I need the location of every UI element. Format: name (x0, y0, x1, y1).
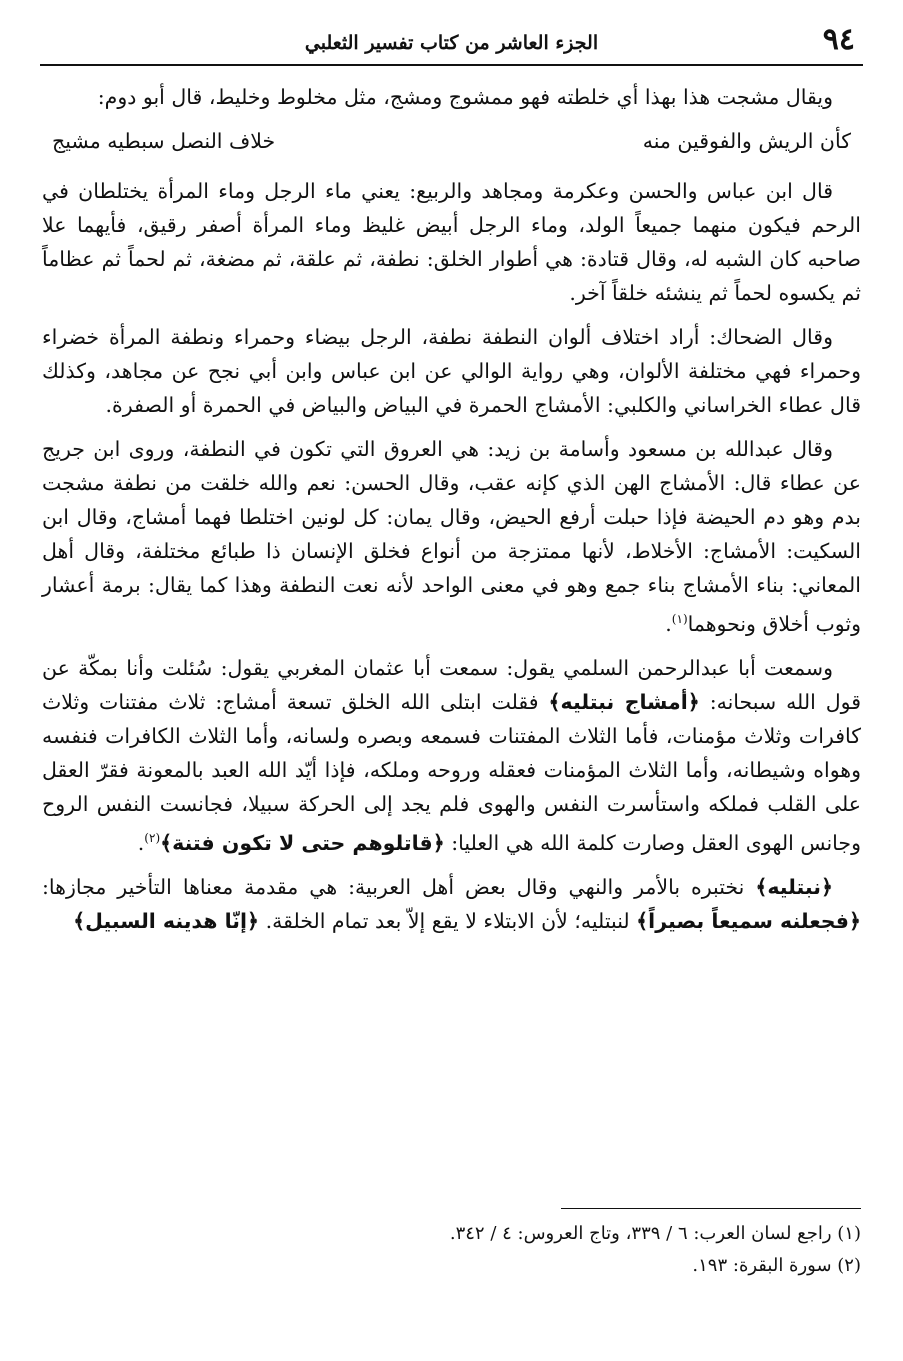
paragraph-5-end: . (137, 830, 145, 855)
header-rule (40, 64, 863, 66)
paragraph-6-text-a: نختبره بالأمر والنهي وقال بعض أهل العربية: هي مقدمة معناها التأخير مجازها: (42, 874, 756, 899)
paragraph-1: ويقال مشجت هذا بهذا أي خلطته فهو ممشوج ومشج، مثل مخلوط وخليط، قال أبو دوم: (97, 85, 833, 109)
page-header (40, 22, 863, 62)
paragraph-3: وقال الضحاك: أراد اختلاف ألوان النطفة نطفة، الرجل بيضاء وحمراء ونطفة المرأة خضراء وحمراء فهي مختلفة الألوان، وهي رواية الوالي عن ابن عباس وابن أبي نجح عن مجاهد، وكذلك قال عطاء الخراساني والكلبي: الأمشاج الحمرة في البياض والبياض في الحمرة أو الصفرة. (42, 325, 861, 417)
running-title: الجزء العاشر من كتاب تفسير الثعلبي (304, 32, 599, 54)
footnote-ref-2: (٢) (144, 830, 161, 845)
quran-quote: ﴿إنّا هدينه السبيل﴾ (73, 908, 260, 933)
footnote-rule (561, 1208, 861, 1209)
paragraph-6-text-b: لنبتليه؛ لأن الابتلاء لا يقع إلاّ بعد تمام الخلقة. (259, 908, 637, 933)
quran-quote: ﴿فجعلنه سميعاً بصيراً﴾ (636, 908, 861, 933)
paragraph-5-text-b: فقلت ابتلى الله الخلق تسعة أمشاج: ثلاث مفتنات وثلاث كافرات وثلاث مؤمنات، فأما الثلاث المفتنات فسمعه وبصره ولسانه، وأما الثلاث الكافرات فنفسه وهواه وشيطانه، وأما الثلاث المؤمنات فعقله وروحه وملكه، فإذا أيّد الله العبد بالمعونة فقرّ العقل على القلب فملكه واستأسرت النفس والهوى فلم يجد إلى الحركة سبيلا، فجانست النفس الروح وجانس الهوى العقل وصارت كلمة الله هي العليا: (42, 689, 861, 855)
paragraph-5 (42, 651, 861, 860)
page-number: ٩٤ (822, 22, 855, 57)
quran-quote: ﴿نبتليه﴾ (755, 874, 833, 899)
poem-verse (42, 124, 861, 158)
footnote-2: (٢) سورة البقرة: ١٩٣. (692, 1255, 861, 1276)
footnotes (42, 1218, 861, 1282)
footnote-ref-1: (١) (671, 612, 688, 626)
paragraph-5-text-a: وسمعت أبا عبدالرحمن السلمي يقول: سمعت أبا عثمان المغربي يقول: سُئلت وأنا بمكّة عن قول الله سبحانه: (42, 655, 861, 714)
verse-second-hemistich: خلاف النصل سبطيه مشيج (52, 129, 276, 153)
paragraph-6 (42, 870, 861, 938)
verse-first-hemistich: كأن الريش والفوقين منه (642, 129, 851, 153)
footnote-1: (١) راجع لسان العرب: ٦ / ٣٣٩، وتاج العروس: ٤ / ٣٤٢. (449, 1223, 861, 1244)
paragraph-4-end: . (665, 611, 672, 636)
paragraph-2: قال ابن عباس والحسن وعكرمة ومجاهد والربيع: يعني ماء الرجل وماء المرأة يختلطان في الرحم فيكون منهما جميعاً الولد، وماء الرجل أبيض غليظ وماء المرأة أصفر رقيق، فأيهما علا صاحبه كان الشبه له، وقال قتادة: هي أطوار الخلق: نطفة، ثم علقة، ثم مضغة، ثم لحماً ثم عظاماً ثم يكسوه لحماً ثم ينشئه خلقاً آخر. (42, 179, 862, 305)
paragraph-4 (42, 432, 861, 641)
paragraph-4-text: وقال عبدالله بن مسعود وأسامة بن زيد: هي العروق التي تكون في النطفة، وروى ابن جريج عن عطاء قال: الأمشاج الهن الذي كإنه عقب، وقال الحسن: نعم والله خلقت من نطفة مشجت بدم وهو دم الحيضة فإذا حبلت أرفع الحيض، وقال يمان: كل لونين اختلطا فهما أمشاج، وقال ابن السكيت: الأمشاج: الأخلاط، لأنها ممتزجة من أنواع فخلق الإنسان ذا طبائع مختلفة، وقال أهل المعاني: بناء الأمشاج بناء جمع وهو في معنى الواحد لأنه نعت النطفة وهذا كما يقال: برمة أعشار وثوب أخلاق ونحوهما (42, 437, 861, 636)
main-text (42, 80, 861, 948)
quran-quote: ﴿قاتلوهم حتى لا تكون فتنة﴾ (160, 830, 445, 855)
quran-quote: ﴿أمشاج نبتليه﴾ (548, 689, 700, 714)
